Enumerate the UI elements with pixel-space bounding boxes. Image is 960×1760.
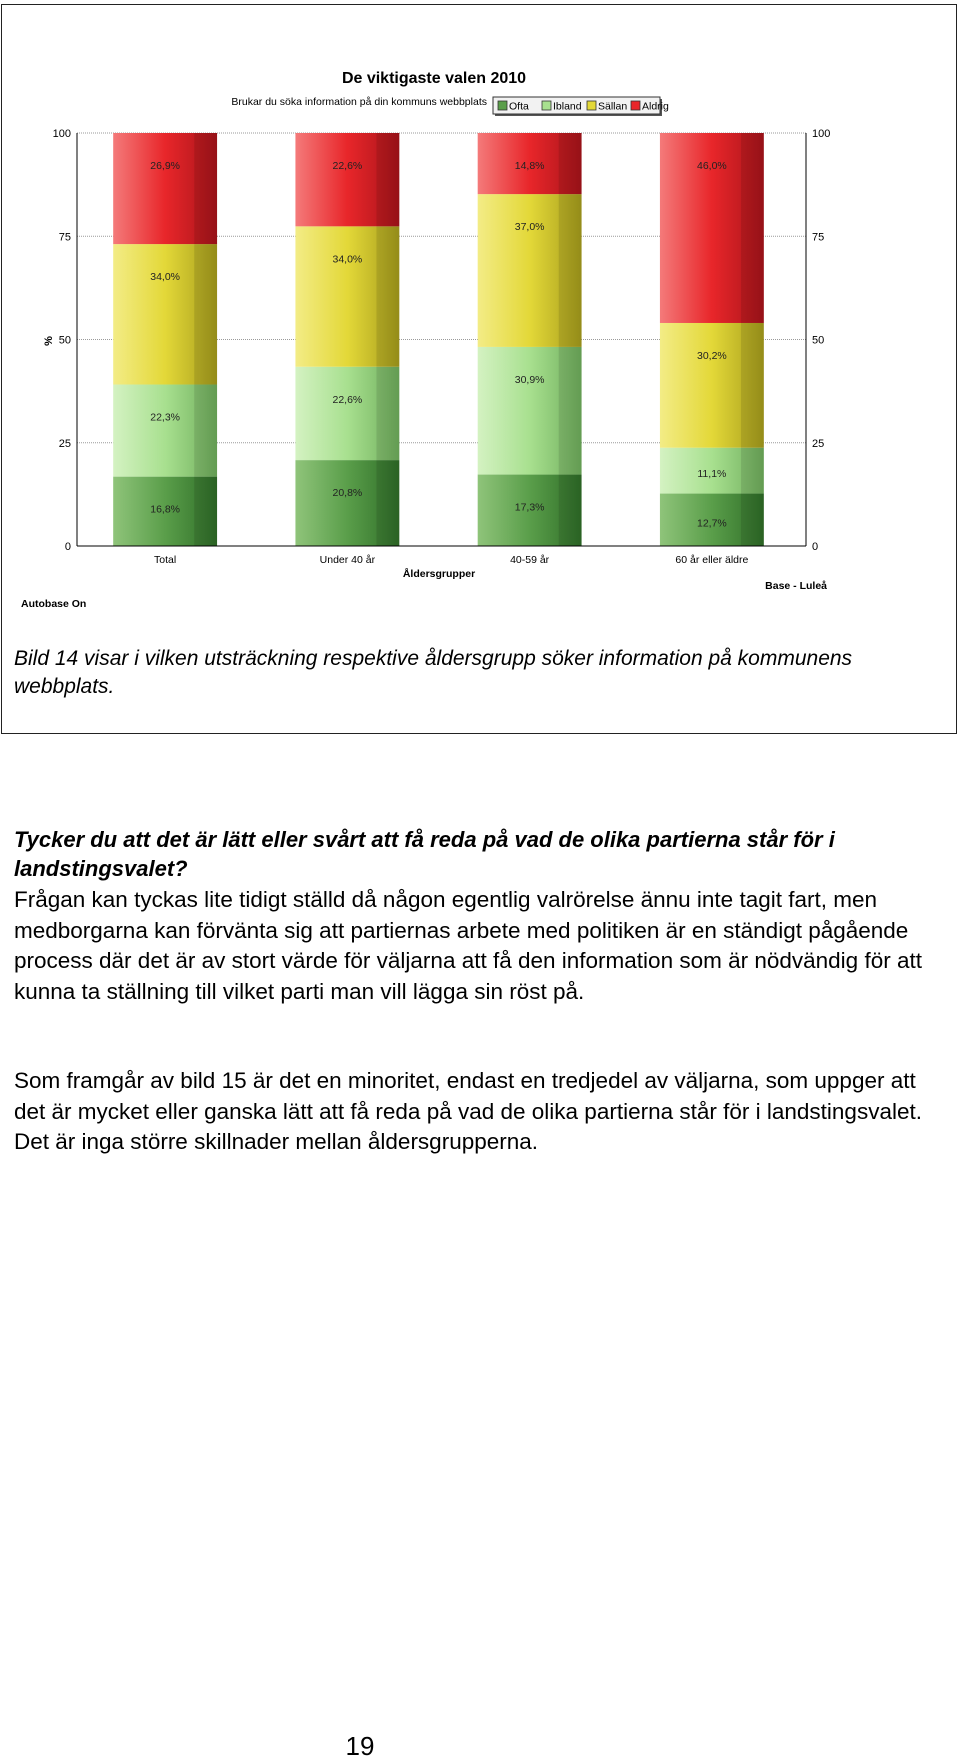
legend-swatch [631, 101, 640, 110]
data-label: 16,8% [150, 503, 181, 516]
data-label: 34,0% [332, 253, 363, 266]
section-heading: Tycker du att det är lätt eller svårt att få reda på vad de olika partierna står för i landstingsvalet? [14, 827, 835, 881]
bar-segment-shadow [741, 448, 764, 494]
y-tick-label-left: 75 [58, 231, 71, 244]
y-tick-label-right: 0 [812, 541, 819, 553]
data-label: 22,6% [332, 160, 363, 172]
bar-segment-shadow [741, 323, 764, 448]
x-axis-label: Åldersgrupper [402, 568, 476, 580]
y-tick-label-left: 0 [64, 541, 71, 553]
chart-bars [113, 133, 764, 546]
figure-frame [1, 4, 957, 734]
bar-segment-shadow [376, 133, 399, 226]
bar-segment-shadow [741, 133, 764, 323]
data-label: 37,0% [514, 221, 545, 234]
data-label: 11,1% [697, 467, 727, 480]
bar-segment-shadow [194, 244, 217, 384]
y-tick-label-right: 50 [812, 334, 825, 347]
bar-segment-shadow [559, 133, 582, 194]
data-label: 17,3% [514, 501, 545, 514]
data-label: 20,8% [332, 487, 363, 500]
x-tick-label: 60 år eller äldre [675, 554, 749, 566]
y-tick-label-left: 100 [52, 128, 71, 140]
bar-segment-shadow [559, 347, 582, 475]
bar-segment-shadow [194, 477, 217, 546]
data-label: 30,9% [514, 373, 545, 386]
x-tick-label: 40-59 år [510, 554, 550, 566]
x-tick-label: Under 40 år [319, 554, 376, 566]
y-tick-label-right: 100 [812, 128, 831, 140]
data-label: 46,0% [696, 160, 727, 172]
chart-legend [493, 97, 669, 116]
x-tick-label: Total [154, 554, 177, 566]
bar-segment-shadow [559, 194, 582, 347]
bar-segment-shadow [376, 226, 399, 366]
body-paragraph: Som framgår av bild 15 är det en minoritet, endast en tredjedel av väljarna, som uppger att det är mycket eller ganska lätt att få reda på vad de olika partierna står för i landstingsvalet. Det är inga större skillnader mellan åldersgrupperna. [14, 1068, 922, 1154]
bar-segment-shadow [376, 460, 399, 546]
page-number: 19 [345, 1731, 375, 1760]
data-label: 26,9% [150, 160, 181, 172]
y-axis-label: % [43, 336, 55, 346]
y-tick-label-right: 75 [812, 231, 825, 244]
bar-segment-shadow [741, 494, 764, 546]
footer-left-label: Autobase On [21, 598, 87, 610]
bar-segment-shadow [559, 475, 582, 546]
data-label: 22,3% [150, 411, 181, 424]
legend-swatch [498, 101, 507, 110]
body-paragraph: Frågan kan tyckas lite tidigt ställd då någon egentlig valrörelse ännu inte tagit fart, men medborgarna kan förvänta sig att partiernas arbete med politiken är en ständigt pågående process där det är av stort värde för väljarna att få den information som är nödvändig för att kunna ta ställning till vilket parti man vill lägga sin röst på. [14, 887, 922, 1004]
bar-segment-shadow [194, 133, 217, 244]
y-tick-label-left: 50 [58, 334, 71, 347]
data-label: 14,8% [514, 160, 545, 172]
legend-swatch [587, 101, 596, 110]
data-label: 34,0% [150, 271, 181, 284]
chart-data-labels [150, 160, 727, 529]
legend-label: Sällan [598, 100, 628, 113]
legend-label: Ofta [509, 100, 529, 113]
data-label: 12,7% [696, 517, 727, 530]
y-tick-label-left: 25 [58, 437, 71, 450]
legend-swatch [542, 101, 551, 110]
bar-segment-shadow [376, 367, 399, 460]
footer-right-label: Base - Luleå [765, 580, 827, 592]
legend-label: Ibland [553, 100, 582, 113]
data-label: 22,6% [332, 393, 363, 406]
figure-caption: Bild 14 visar i vilken utsträckning respektive åldersgrupp söker information på kommunens webbplats. [14, 647, 853, 698]
legend-label: Aldrig [642, 100, 669, 113]
chart-subtitle: Brukar du söka information på din kommuns webbplats [231, 96, 487, 108]
bar-segment-shadow [194, 385, 217, 477]
y-tick-label-right: 25 [812, 437, 825, 450]
chart-title: De viktigaste valen 2010 [341, 70, 527, 87]
stacked-bar-chart [2, 5, 955, 732]
data-label: 30,2% [696, 349, 727, 362]
